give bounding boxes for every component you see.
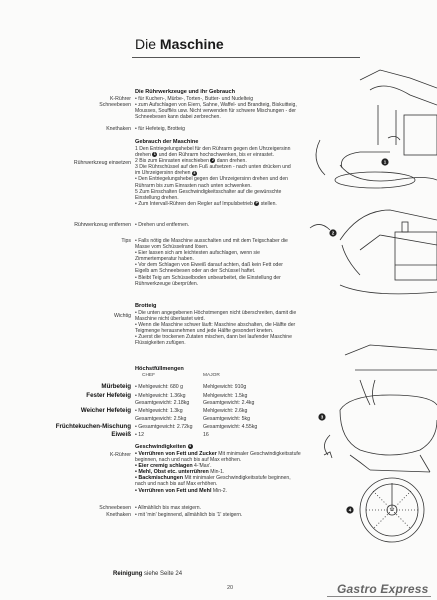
chef-weicher-1: • Mehlgewicht: 1.3kg — [135, 408, 183, 414]
brand-watermark: Gastro Express — [337, 582, 429, 596]
number-3-icon: 3 — [193, 170, 196, 175]
chef-fruechtekuchen: • Gesamtgewicht: 2.72kg — [135, 424, 193, 430]
label-weicher-hefeteig: Weicher Hefeteig — [80, 407, 131, 414]
speed-1: • Verrühren von Fett und Zucker Mit minimaler Geschwindigkeitsstufe beginnen, nach und nach bis auf Max erhöhen. — [135, 451, 301, 464]
label-muerbeteig: Mürbeteig — [101, 383, 131, 390]
label-wichtig: Wichtig — [113, 313, 131, 319]
label-insert-tool: Rührwerkzeug einsetzen — [73, 160, 131, 166]
label-fester-hefeteig: Fester Hefeteig — [86, 392, 131, 399]
major-weicher-2: Gesamtgewicht: 5kg — [203, 416, 250, 422]
step-2: 2 Bis zum Einrasten einschieben 2 dann drehen. — [135, 158, 247, 165]
major-muerbeteig: Mehlgewicht: 910g — [203, 384, 247, 390]
chef-fester-2: Gesamtgewicht: 2.18kg — [135, 400, 190, 406]
label-knethaken-speed: Knethaken — [106, 512, 131, 518]
pulse-p-icon: P — [255, 201, 258, 205]
usage-steps — [135, 146, 297, 207]
step-3: 3 Die Rührschüssel auf den Fuß aufsetzen - nach unten drücken und im Uhrzeigersinn drehen 3 — [135, 164, 291, 177]
step-4: • Den Entriegelungshebel gegen den Uhrzeigersinn drehen und den Rührarm bis zum Einrasten nach unten schwenken. — [135, 176, 289, 189]
text-knethaken: • für Hefeteig, Brotteig — [135, 126, 185, 132]
text-k-ruehrer: • für Kuchen-, Mürbe-, Torten-, Butter- und Nudelteig — [135, 96, 254, 102]
mixer-illustrations — [300, 60, 437, 550]
step-1: 1 Den Entriegelungshebel für den Rührarm gegen den Uhrzeigersinn drehen 1 und den Rührarm hochschwenken, bis er einrastet. — [135, 146, 291, 159]
page-title: Die Maschine — [135, 36, 224, 52]
speed-5: • Verrühren von Fett und Mehl Min-2. — [135, 487, 228, 494]
usage-heading: Gebrauch der Maschine — [135, 139, 199, 145]
label-tips: Tips — [121, 238, 131, 244]
speed-3: • Mehl, Obst etc. unterrühren Min-1. — [135, 469, 225, 476]
page-number: 20 — [227, 585, 234, 591]
brotteig-heading: Brotteig — [135, 303, 157, 309]
label-k-ruehrer-speed: K-Rührer — [109, 452, 131, 458]
brand-underline — [327, 596, 431, 597]
title-rule — [132, 57, 360, 58]
callout-4-label: 4 — [348, 507, 352, 513]
mixer-figure-2 — [310, 210, 437, 294]
speed-heading: Geschwindigkeiten 4 — [135, 444, 192, 450]
chef-muerbeteig: • Mehlgewicht: 680 g — [135, 384, 183, 390]
text-schneebesen: • zum Aufschlagen von Eiern, Sahne, Waffel- und Brandteig, Biskuitteig, Mousses, Soufflés usw. Nicht verwenden für schwere Mischungen - der Schneebesen kann dabei zerbrechen. — [135, 102, 297, 121]
max-heading: Höchstfüllmengen — [135, 366, 184, 372]
number-1-icon: 1 — [153, 152, 156, 157]
footer-reference: Reinigung siehe Seite 24 — [113, 571, 183, 577]
label-fruechtekuchen: Früchtekuchen-Mischung — [55, 423, 131, 430]
mixer-figure-3 — [324, 345, 437, 472]
brotteig-list — [135, 310, 297, 347]
tip-2: • Eier lassen sich am leichtesten aufschlagen, wenn sie Zimmertemperatur haben. — [135, 250, 260, 263]
tools-heading: Die Rührwerkzeuge und ihr Gebrauch — [135, 89, 236, 95]
col-chef: CHEF — [142, 373, 156, 378]
label-eiweiss: Eiweiß — [111, 431, 131, 438]
text-schneebesen-speed: • Allmählich bis max steigern. — [135, 505, 202, 511]
major-fruechtekuchen: Gesamtgewicht: 4.55kg — [203, 424, 258, 430]
callout-2-label: 2 — [331, 230, 335, 236]
speed-list — [135, 451, 301, 494]
tip-3: • Vor dem Schlagen von Eiweiß darauf achten, daß kein Fett oder Eigelb am Schneebesen oder an der Schüssel haftet. — [135, 262, 283, 275]
major-eiweiss: 16 — [203, 432, 209, 438]
step-6: • Zum Intervall-Rühren den Regler auf Impulsbetrieb P stellen. — [135, 200, 277, 207]
tip-1: • Falls nötig die Maschine ausschalten und mit dem Teigschaber die Masse vom Schüsselrand lösen. — [135, 238, 288, 251]
callout-1-label: 1 — [383, 159, 387, 165]
label-schneebesen: Schneebesen — [99, 102, 131, 108]
speed-dial — [360, 478, 424, 542]
number-2-icon: 2 — [211, 158, 214, 163]
brotteig-1: • Die unten angegebenen Höchstmengen nicht überschreiten, damit die Maschine nicht überlastet wird. — [135, 310, 297, 323]
text-knethaken-speed: • mit 'min' beginnend, allmählich bis '1' steigern. — [135, 512, 243, 518]
chef-eiweiss: • 12 — [135, 432, 145, 438]
label-k-ruehrer: K-Rührer — [109, 96, 131, 102]
label-schneebesen-speed: Schneebesen — [99, 505, 131, 511]
mixer-figure-1 — [316, 70, 437, 188]
step-5: 5 Zum Einschalten Geschwindigkeitsschalter auf die gewünschte Einstellung drehen. — [135, 188, 282, 201]
brotteig-3: • Zuerst die trockenen Zutaten mischen, dann bei laufender Maschine Flüssigkeiten zufügen. — [135, 334, 292, 347]
text-remove-tool: • Drehen und entfernen. — [135, 222, 190, 228]
major-weicher-1: Mehlgewicht: 2.6kg — [203, 408, 248, 414]
major-fester-2: Gesamtgewicht: 2.4kg — [203, 400, 255, 406]
callout-3-label: 3 — [320, 414, 324, 420]
chef-fester-1: • Mehlgewicht: 1.36kg — [135, 393, 186, 399]
col-major: MAJOR — [203, 373, 220, 378]
number-4-icon: 4 — [189, 444, 192, 449]
label-remove-tool: Rührwerkzeug entfernen — [74, 222, 131, 228]
tips-list — [135, 238, 297, 287]
tip-4: • Bleibt Teig am Schüsselboden unbearbeitet, die Einstellung der Rührwerkzeuge überprüfen. — [135, 274, 281, 287]
chef-weicher-2: Gesamtgewicht: 2.5kg — [135, 416, 187, 422]
label-knethaken: Knethaken — [106, 126, 131, 132]
major-fester-1: Mehlgewicht: 1.5kg — [203, 393, 248, 399]
speed-2: • Eier cremig schlagen 4-'Max'. — [135, 463, 212, 470]
brotteig-2: • Wenn die Maschine schwer läuft: Maschine abschalten, die Hälfte der Teigmenge herausnehmen und jede Hälfte gesondert kneten. — [135, 322, 296, 335]
speed-4: • Backmischungen Mit minimaler Geschwindigkeitsstufe beginnen, nach und nach bis auf Max erhöhen. — [135, 475, 291, 488]
